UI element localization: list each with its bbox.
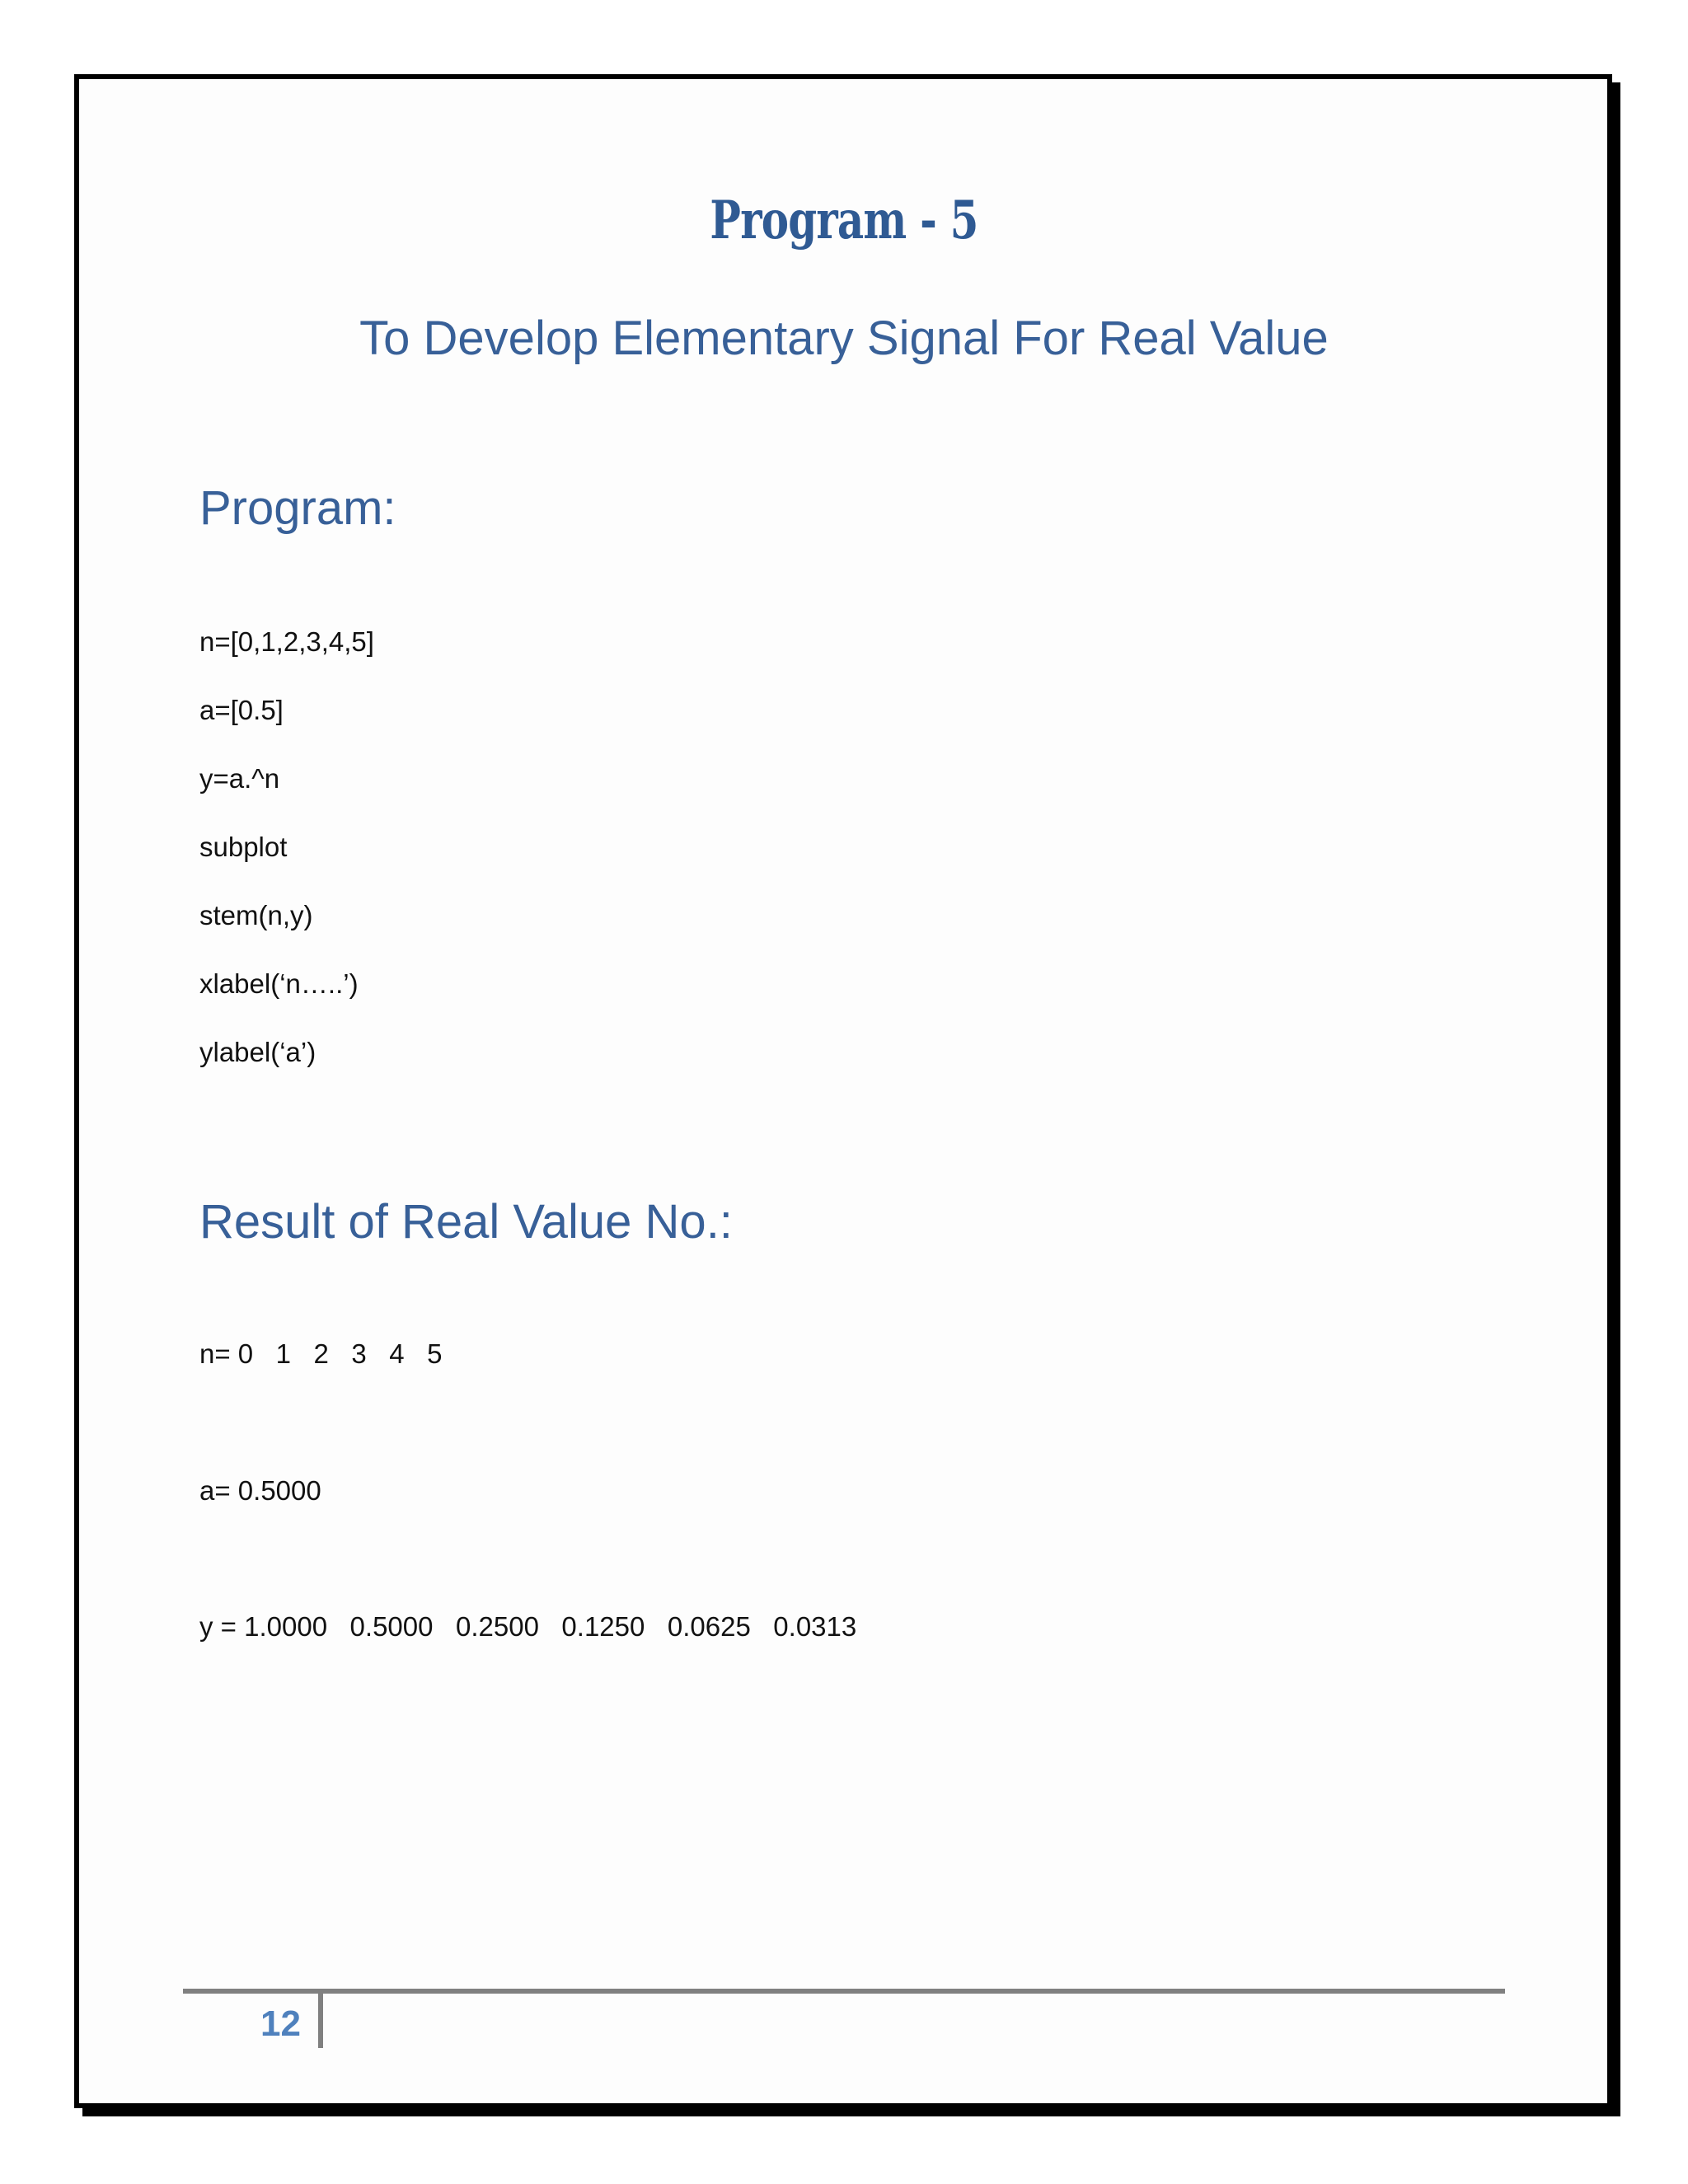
page-title: Program - 5 xyxy=(710,190,978,251)
result-heading: Result of Real Value No.: xyxy=(199,1195,733,1249)
footer-divider xyxy=(318,1994,323,2048)
code-line: a=[0.5] xyxy=(199,695,284,725)
code-line: stem(n,y) xyxy=(199,900,313,930)
result-line-a: a= 0.5000 xyxy=(199,1475,321,1506)
code-line: xlabel(‘n…..’) xyxy=(199,968,359,999)
code-line: ylabel(‘a’) xyxy=(199,1037,316,1067)
result-line-y: y = 1.0000 0.5000 0.2500 0.1250 0.0625 0.0313 xyxy=(199,1611,857,1642)
code-line: y=a.^n xyxy=(199,763,280,794)
code-line: n=[0,1,2,3,4,5] xyxy=(199,626,374,657)
footer-rule xyxy=(183,1989,1505,1994)
page-number: 12 xyxy=(260,2004,301,2044)
result-line-n: n= 0 1 2 3 4 5 xyxy=(199,1338,443,1369)
program-heading: Program: xyxy=(199,481,396,535)
page-subtitle: To Develop Elementary Signal For Real Value xyxy=(359,312,1329,365)
code-line: subplot xyxy=(199,832,288,862)
page-border xyxy=(74,74,1612,2108)
